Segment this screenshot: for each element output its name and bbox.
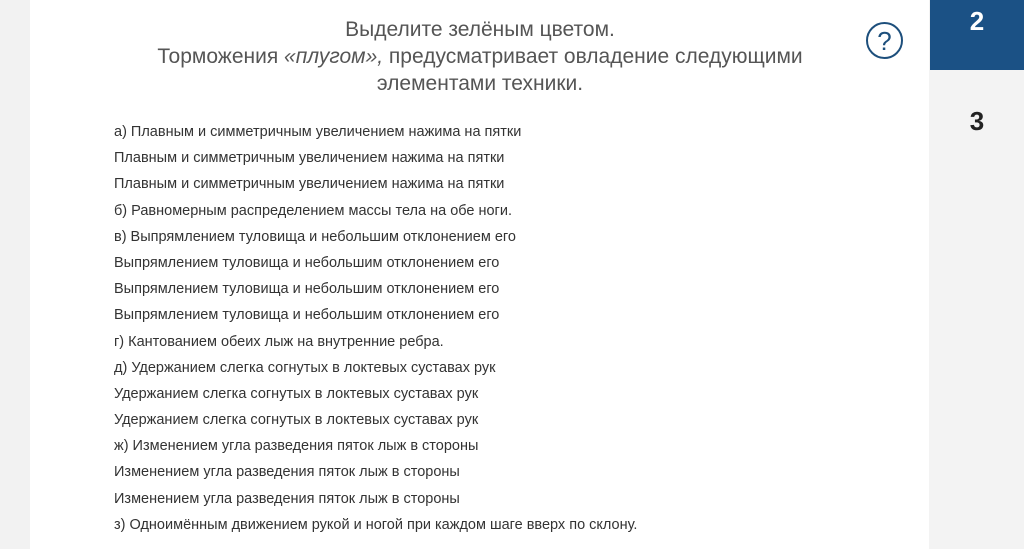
title-italic-term: «плугом», [284,45,384,68]
title-line-2-start: Торможения [157,45,285,68]
title-line-2 [130,43,830,70]
answer-option[interactable]: в) Выпрямлением туловища и небольшим отклонением его [114,228,516,245]
left-margin [0,0,30,549]
title-line-3: элементами техники. [376,72,584,95]
answer-options-list [114,119,637,538]
answer-option[interactable]: Изменением угла разведения пяток лыж в стороны [114,464,460,481]
answer-option[interactable]: Выпрямлением туловища и небольшим отклонением его [114,281,500,298]
answer-option[interactable]: б) Равномерным распределением массы тела на обе ноги. [114,202,512,219]
question-number-next: 3 [969,105,985,136]
answer-option[interactable]: Изменением угла разведения пяток лыж в стороны [114,490,460,507]
question-card [30,0,929,549]
answer-option[interactable]: д) Удержанием слегка согнутых в локтевых суставах рук [114,359,496,376]
question-mark-icon: ? [877,25,892,56]
answer-option[interactable]: г) Кантованием обеих лыж на внутренние ребра. [114,333,444,350]
answer-option[interactable]: Плавным и симметричным увеличением нажима на пятки [114,150,505,167]
answer-option[interactable]: Плавным и симметричным увеличением нажима на пятки [114,176,505,193]
answer-option[interactable]: Выпрямлением туловища и небольшим отклонением его [114,307,500,324]
answer-option[interactable]: з) Одноимённым движением рукой и ногой при каждом шаге вверх по склону. [114,516,638,533]
answer-option[interactable]: Удержанием слегка согнутых в локтевых суставах рук [114,385,479,402]
question-nav-current[interactable] [930,0,1024,70]
answer-option[interactable]: а) Плавным и симметричным увеличением нажима на пятки [114,124,522,140]
question-nav-next[interactable] [930,96,1024,146]
question-number-current: 2 [969,6,985,36]
question-navigation-panel [929,0,1024,549]
answer-option[interactable]: Удержанием слегка согнутых в локтевых суставах рук [114,412,479,429]
answer-option[interactable]: Выпрямлением туловища и небольшим отклонением его [114,254,500,271]
question-title [130,16,830,97]
title-line-2-end: предусматривает овладение следующими [383,45,803,68]
title-line-1: Выделите зелёным цветом. [345,18,615,41]
answer-option[interactable]: ж) Изменением угла разведения пяток лыж в стороны [114,438,479,455]
help-button[interactable] [866,22,903,59]
